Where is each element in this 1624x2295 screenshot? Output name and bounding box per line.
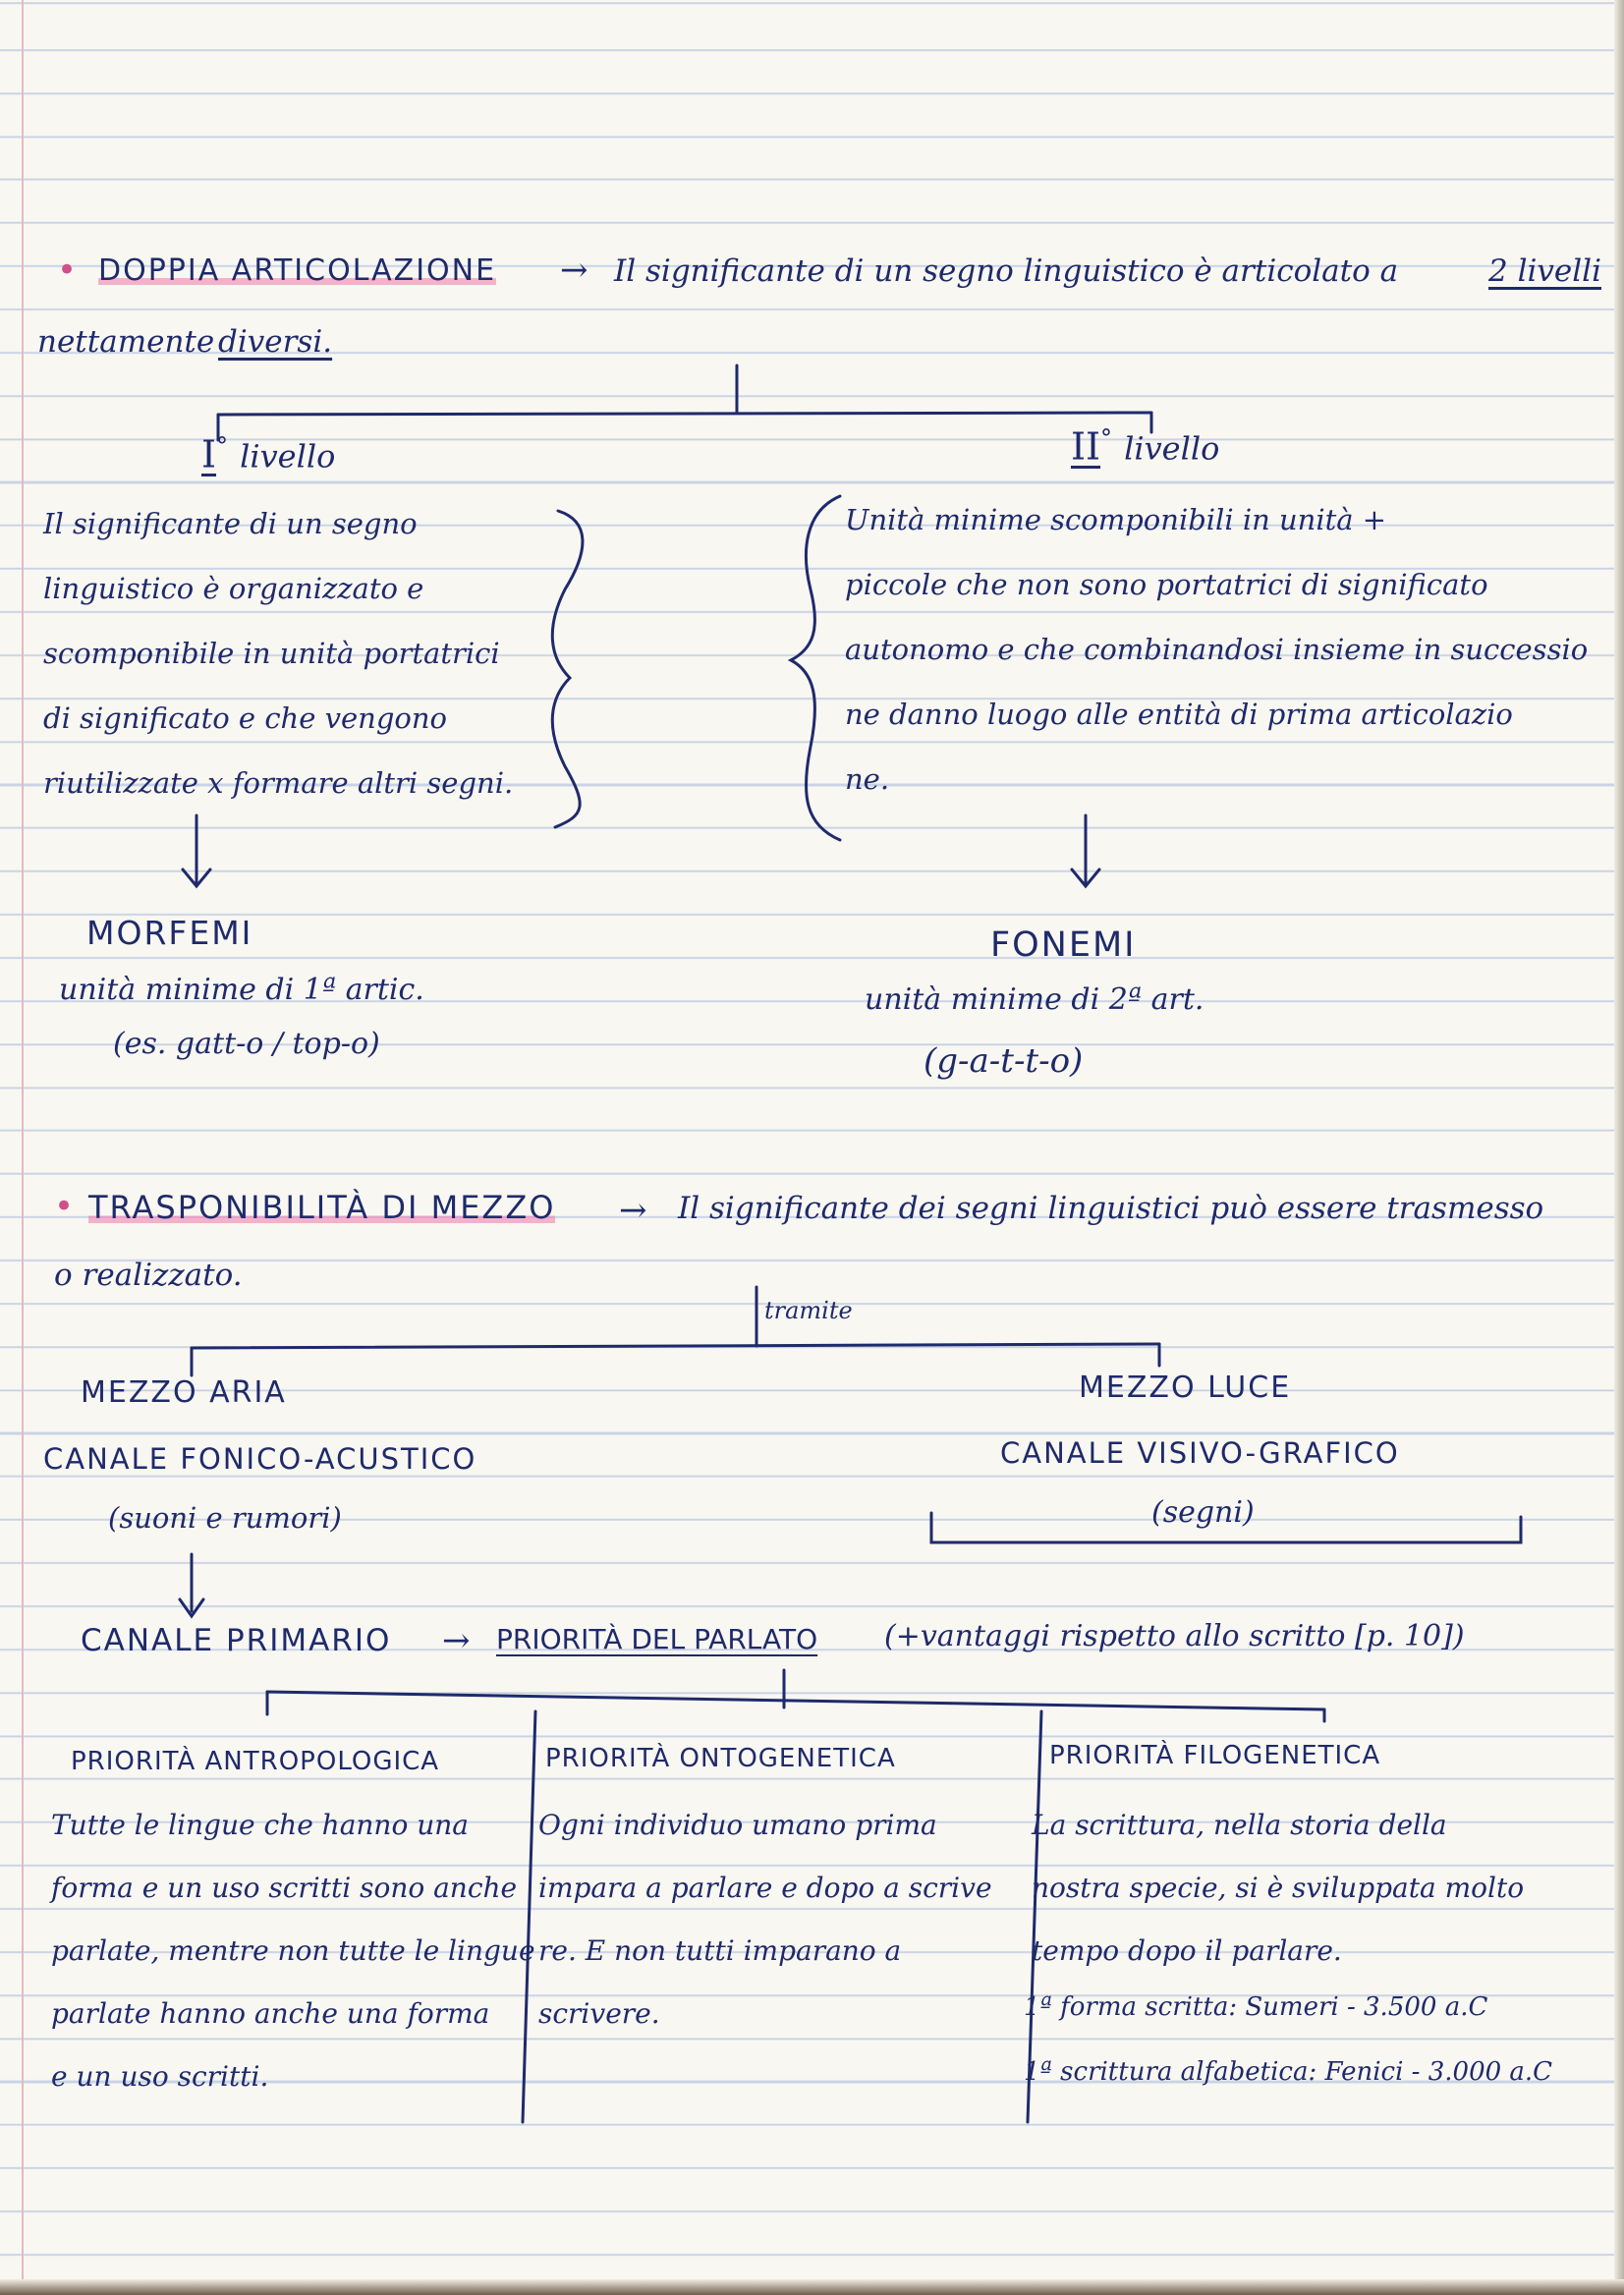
- section1-definition-a: Il significante di un segno linguistico è articolato a: [614, 253, 1399, 289]
- section2-definition-1: Il significante dei segni linguistici può essere trasmesso: [678, 1191, 1544, 1226]
- level1-line: scomponibile in unità portatrici: [43, 637, 500, 670]
- fonemi-definition: unità minime di 2ª art.: [865, 982, 1204, 1017]
- fact-first-writing: 1ª forma scritta: Sumeri - 3.500 a.C: [1024, 1992, 1488, 2022]
- level2-degree: °: [1100, 424, 1113, 452]
- column-line: e un uso scritti.: [51, 2060, 269, 2093]
- level1-line: Il significante di un segno: [43, 507, 418, 540]
- branch-label-tramite: tramite: [764, 1297, 853, 1324]
- level1-line: riutilizzate x formare altri segni.: [43, 766, 514, 800]
- section1-title: DOPPIA ARTICOLAZIONE: [98, 253, 497, 288]
- connector-bar-3: [267, 1692, 1324, 1709]
- level2-line: autonomo e che combinandosi insieme in successio: [845, 633, 1589, 666]
- morfemi-definition: unità minime di 1ª artic.: [59, 973, 424, 1007]
- level2-roman: II: [1071, 424, 1101, 469]
- column-line: scrivere.: [538, 1997, 660, 2030]
- section1-definition-b: 2 livelli: [1488, 253, 1602, 289]
- column-line: nostra specie, si è sviluppata molto: [1032, 1872, 1525, 1904]
- arrow-head-morfemi: [183, 869, 210, 886]
- medium-air-channel: CANALE FONICO-ACUSTICO: [43, 1442, 477, 1476]
- column-line: Ogni individuo umano prima: [538, 1809, 937, 1841]
- column-text-antropologica: [51, 1794, 535, 2108]
- section2-bullet: •: [54, 1187, 75, 1226]
- column-title-ontogenetica: PRIORITÀ ONTOGENETICA: [545, 1744, 896, 1773]
- section1-arrow: →: [560, 251, 588, 290]
- primary-channel: CANALE PRIMARIO: [81, 1623, 392, 1658]
- column-line: impara a parlare e dopo a scrive: [538, 1872, 992, 1904]
- section2-definition-2: o realizzato.: [54, 1258, 243, 1293]
- level2-heading: [1071, 424, 1219, 469]
- brace-level1: [552, 511, 583, 827]
- level2-text: [845, 487, 1588, 812]
- page-spine: [1614, 0, 1624, 2295]
- column-facts-filogenetica: [1024, 1975, 1552, 2104]
- primary-arrow: →: [442, 1621, 471, 1660]
- brace-level2: [791, 496, 840, 840]
- section1-definition-d: diversi.: [218, 324, 333, 360]
- fonemi-term: FONEMI: [990, 925, 1137, 965]
- level2-word: livello: [1124, 429, 1220, 468]
- level2-line: Unità minime scomponibili in unità +: [845, 503, 1387, 536]
- morfemi-example: (es. gatt-o / top-o): [113, 1027, 380, 1061]
- connector-bar-1: [218, 413, 1151, 415]
- section2-arrow: →: [619, 1191, 647, 1230]
- primary-note: (+vantaggi rispetto allo scritto [p. 10]): [884, 1619, 1465, 1653]
- column-line: re. E non tutti imparano a: [538, 1934, 902, 1967]
- arrow-head-fonemi: [1072, 869, 1099, 886]
- level1-line: linguistico è organizzato e: [43, 572, 424, 605]
- column-line: La scrittura, nella storia della: [1032, 1809, 1447, 1841]
- arrow-head-primario: [180, 1599, 203, 1616]
- morfemi-term: MORFEMI: [86, 914, 253, 952]
- medium-air-name: MEZZO ARIA: [81, 1375, 287, 1410]
- section2-title: TRASPONIBILITÀ DI MEZZO: [88, 1189, 556, 1226]
- column-text-ontogenetica: [538, 1794, 992, 2045]
- column-text-filogenetica: [1032, 1794, 1524, 1983]
- medium-air-examples: (suoni e rumori): [108, 1501, 342, 1535]
- fact-first-alphabet: 1ª scrittura alfabetica: Fenici - 3.000 a.C: [1024, 2057, 1553, 2087]
- section1-definition-c: nettamente: [37, 324, 215, 360]
- column-line: parlate hanno anche una forma: [51, 1997, 490, 2030]
- margin-line: [22, 0, 24, 2295]
- medium-light-channel: CANALE VISIVO-GRAFICO: [1000, 1436, 1400, 1470]
- level2-line: ne danno luogo alle entità di prima articolazio: [845, 698, 1513, 731]
- column-title-antropologica: PRIORITÀ ANTROPOLOGICA: [71, 1747, 440, 1776]
- fonemi-example: (g-a-t-t-o): [924, 1041, 1084, 1081]
- section1-bullet: •: [57, 251, 78, 290]
- level1-word: livello: [240, 437, 336, 476]
- level1-heading: [201, 432, 335, 476]
- page-bottom-edge: [0, 2279, 1624, 2295]
- level1-degree: °: [216, 432, 229, 460]
- connector-bar-2: [192, 1344, 1159, 1348]
- level1-text: [43, 491, 513, 815]
- column-line: tempo dopo il parlare.: [1032, 1934, 1342, 1967]
- level2-line: piccole che non sono portatrici di significato: [845, 568, 1488, 601]
- primary-priority: PRIORITÀ DEL PARLATO: [496, 1623, 818, 1655]
- column-line: parlate, mentre non tutte le lingue: [51, 1934, 535, 1967]
- level2-line: ne.: [845, 762, 890, 796]
- level1-line: di significato e che vengono: [43, 701, 447, 735]
- level1-roman: I: [201, 432, 217, 476]
- medium-light-examples: (segni): [1151, 1495, 1255, 1530]
- column-line: forma e un uso scritti sono anche: [51, 1872, 518, 1904]
- medium-light-name: MEZZO LUCE: [1079, 1371, 1292, 1405]
- column-title-filogenetica: PRIORITÀ FILOGENETICA: [1049, 1741, 1381, 1770]
- column-line: Tutte le lingue che hanno una: [51, 1809, 469, 1841]
